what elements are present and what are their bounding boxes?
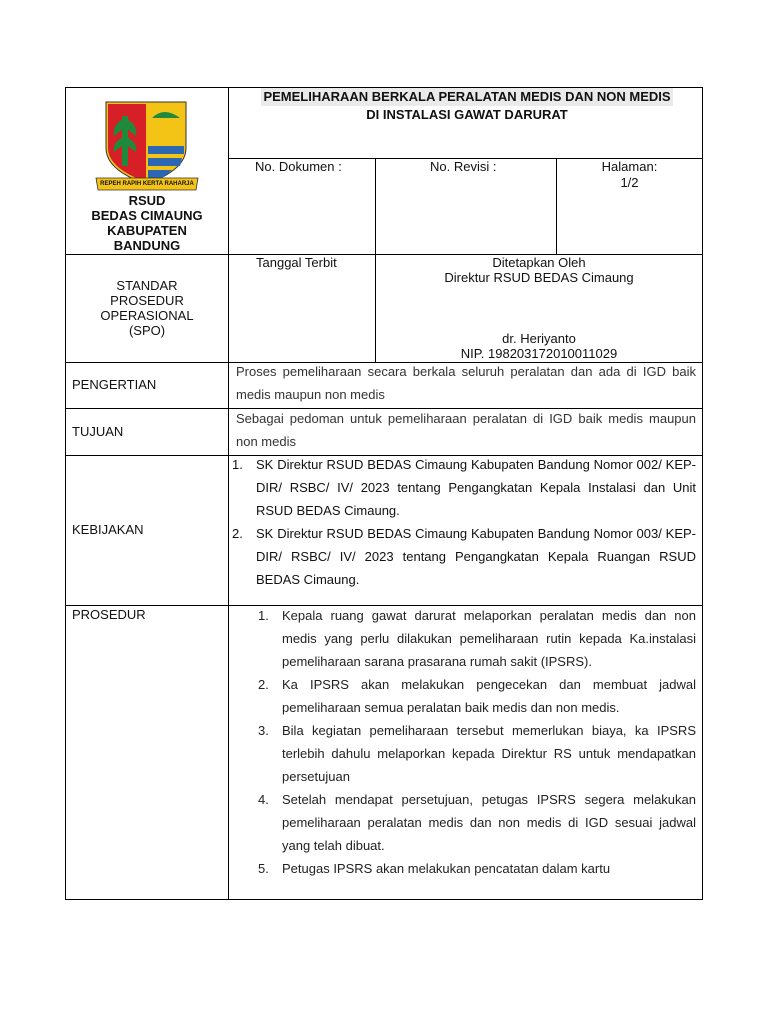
org-name-line-4: BANDUNG: [113, 238, 181, 253]
list-item-text: Setelah mendapat persetujuan, petugas IPSRS segera melakukan pemeliharaan peralatan medis dan non medis di IGD sesuai jadwal yang telah dibuat.: [282, 792, 696, 853]
document-title: [232, 88, 702, 124]
signer-name: dr. Heriyanto: [502, 331, 576, 346]
tujuan-label: TUJUAN: [72, 424, 124, 439]
list-item: [258, 788, 696, 857]
list-item-text: Petugas IPSRS akan melakukan pencatatan dalam kartu: [282, 861, 611, 876]
table-border-right: [702, 87, 703, 900]
org-name-line-2: BEDAS CIMAUNG: [91, 208, 203, 223]
pengertian-text: Proses pemeliharaan secara berkala seluruh peralatan dan ada di IGD baik medis maupun non medis: [236, 364, 696, 402]
direktur-label: Direktur RSUD BEDAS Cimaung: [444, 270, 634, 285]
prosedur-label: PROSEDUR: [72, 607, 146, 622]
list-item: [258, 719, 696, 788]
list-item-number: 5.: [258, 861, 269, 876]
column-divider: [228, 87, 229, 900]
tujuan-text: Sebagai pedoman untuk pemeliharaan peralatan di IGD baik medis maupun non medis: [236, 411, 696, 449]
list-item: [232, 453, 696, 522]
spo-label-line-1: STANDAR: [116, 278, 178, 293]
signer-nip: NIP. 198203172010011029: [460, 346, 618, 361]
list-item-text: SK Direktur RSUD BEDAS Cimaung Kabupaten Bandung Nomor 002/ KEP-DIR/ RSBC/ IV/ 2023 tentang Pengangkatan Kepala Instalasi dan Unit RSUD BEDAS Cimaung.: [256, 457, 696, 518]
list-item: [258, 857, 696, 880]
list-item: [258, 604, 696, 673]
list-item-text: SK Direktur RSUD BEDAS Cimaung Kabupaten Bandung Nomor 003/ KEP-DIR/ RSBC/ IV/ 2023 tentang Pengangkatan Kepala Ruangan RSUD BEDAS Cimaung.: [256, 526, 696, 587]
table-border-bottom: [65, 899, 703, 900]
list-item-number: 4.: [258, 792, 269, 807]
org-name-line-1: RSUD: [128, 193, 166, 208]
spo-label-line-2: PROSEDUR: [110, 293, 184, 308]
list-item-number: 2.: [258, 677, 269, 692]
kebijakan-list: [232, 453, 696, 591]
list-item-number: 2.: [232, 526, 243, 541]
org-name-line-3: KABUPATEN: [107, 223, 187, 238]
halaman-label: Halaman:: [601, 159, 658, 174]
document-title-line-2: DI INSTALASI GAWAT DARURAT: [366, 107, 568, 122]
list-item-number: 1.: [258, 608, 269, 623]
list-item-number: 3.: [258, 723, 269, 738]
prosedur-list: [258, 604, 696, 898]
list-item: [258, 673, 696, 719]
list-item-text: Ka IPSRS akan melakukan pengecekan dan membuat jadwal pemeliharaan semua peralatan baik medis dan non medis.: [282, 677, 696, 715]
list-item-text: Bila kegiatan pemeliharaan tersebut memerlukan biaya, ka IPSRS terlebih dahulu melaporkan kepada Direktur RS untuk mendapatkan persetujuan: [282, 723, 696, 784]
spo-label-line-4: (SPO): [128, 323, 166, 338]
list-item-text: Kepala ruang gawat darurat melaporkan peralatan medis dan non medis yang perlu dilakukan pemeliharaan rutin kepada Ka.instalasi pemeliharaan sarana prasarana rumah sakit (IPSRS).: [282, 608, 696, 669]
logo-motto: REPEH RAPIH KERTA RAHARJA: [100, 181, 194, 187]
halaman-value: 1/2: [620, 175, 639, 190]
no-revisi-label: No. Revisi :: [430, 159, 497, 174]
list-item: [232, 522, 696, 591]
spo-label-line-3: OPERASIONAL: [100, 308, 194, 323]
ditetapkan-oleh-label: Ditetapkan Oleh: [492, 255, 586, 270]
document-title-line-1: PEMELIHARAAN BERKALA PERALATAN MEDIS DAN NON MEDIS: [263, 89, 671, 104]
tanggal-terbit-label: Tanggal Terbit: [256, 255, 337, 270]
kebijakan-label: KEBIJAKAN: [72, 522, 144, 537]
list-item-number: 1.: [232, 457, 243, 472]
pengertian-label: PENGERTIAN: [72, 377, 157, 392]
no-dokumen-label: No. Dokumen :: [255, 159, 342, 174]
